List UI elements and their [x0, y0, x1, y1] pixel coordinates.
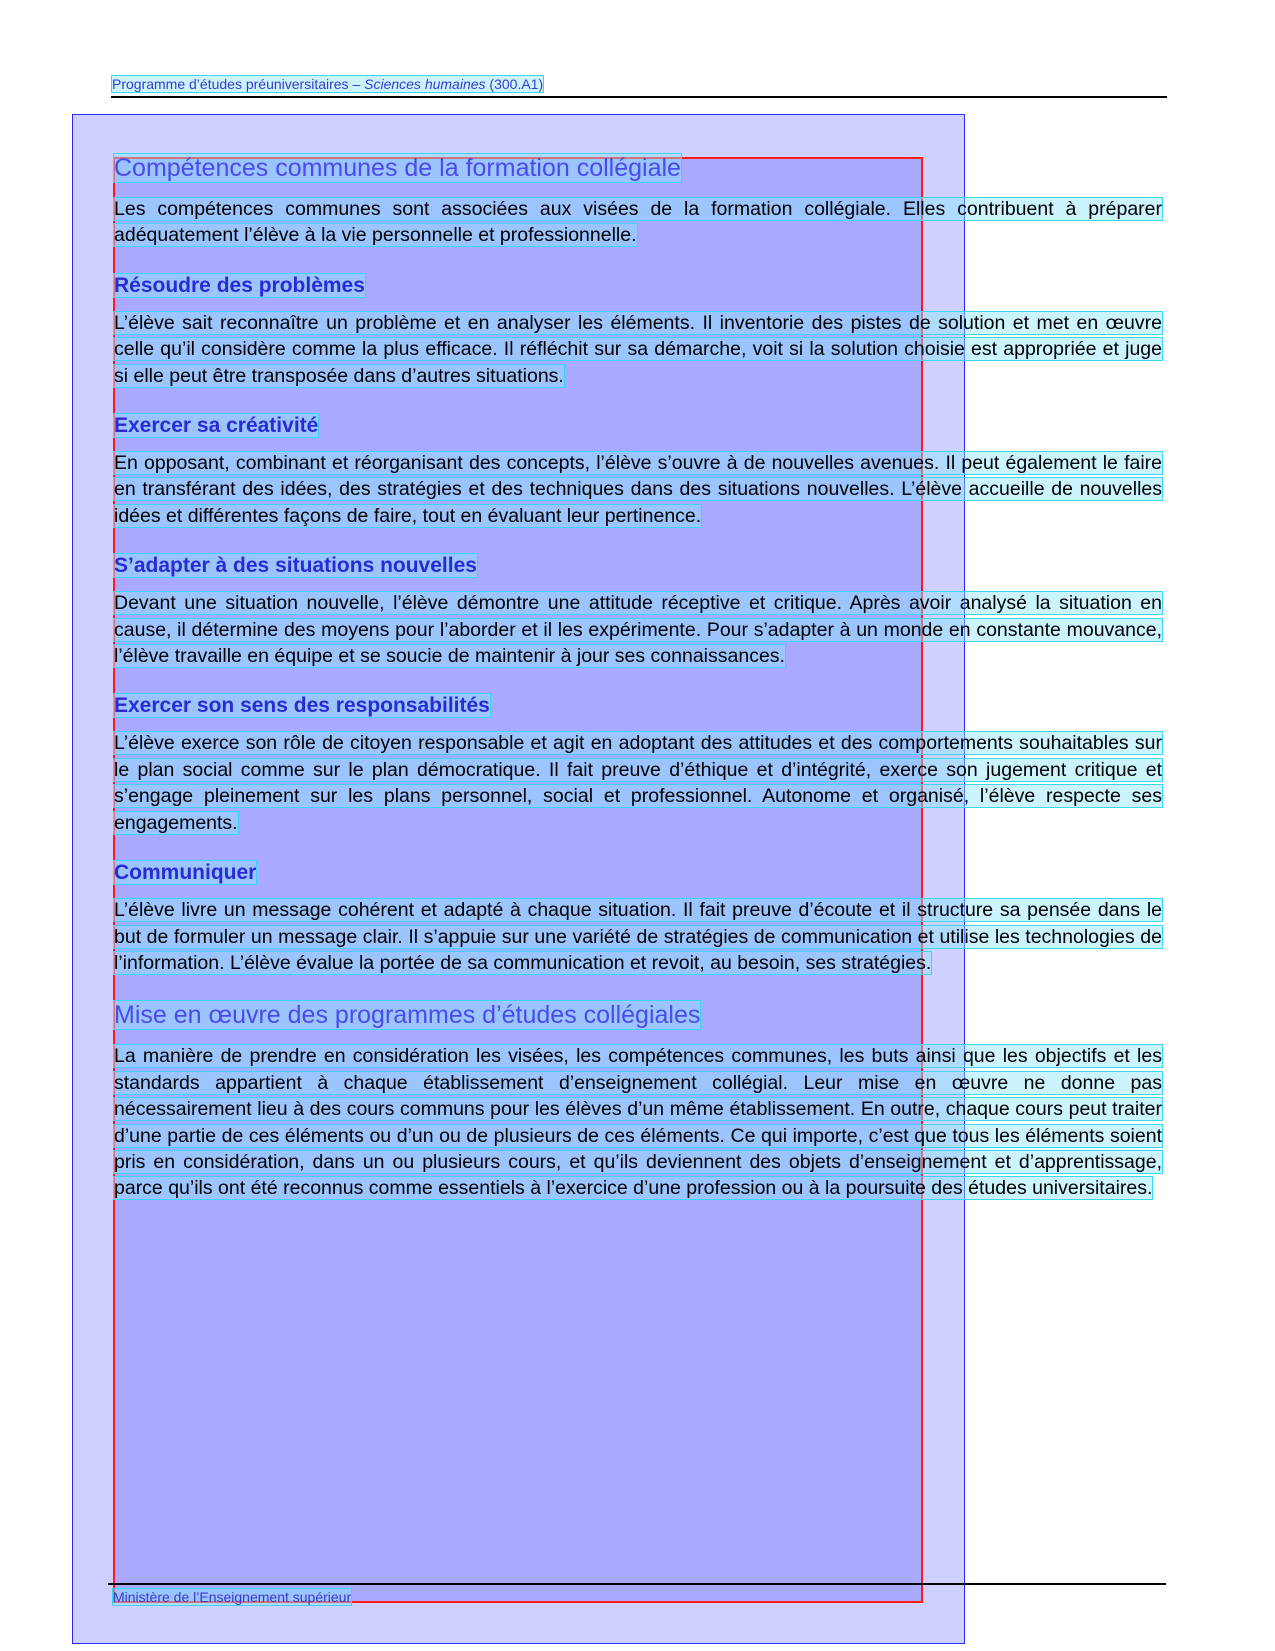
- subsection-title-adapter: S’adapter à des situations nouvelles: [114, 554, 477, 578]
- page-footer: Ministère de l’Enseignement supérieur: [113, 1589, 352, 1605]
- header-rule: [111, 96, 1167, 98]
- section-intro-paragraph: Les compétences communes sont associées aux visées de la formation collégiale. Elles contribuent à préparer adéquatement l’élève à la vie personnelle et professionnelle.: [114, 198, 1162, 247]
- paragraph-communiquer: L’élève livre un message cohérent et adapté à chaque situation. Il fait preuve d’écoute et il structure sa pensée dans le but de formuler un message clair. Il s’appuie sur une variété de stratégies de communication et utilise les technologies de l’information. L’élève évalue la portée de sa communication et revoit, au besoin, ses stratégies.: [114, 899, 1162, 974]
- paragraph-mise-en-oeuvre: La manière de prendre en considération les visées, les compétences communes, les buts ainsi que les objectifs et les standards appartient à chaque établissement d’enseignement collégial. Leur mise en œuvre ne donne pas nécessairement lieu à des cours communs pour les élèves d’un même établissement. En outre, chaque cours peut traiter d’une partie de ces éléments ou d’un ou de plusieurs de ces éléments. Ce qui importe, c’est que tous les éléments soient pris en considération, dans un ou plusieurs cours, et qu’ils deviennent des objets d’enseignement et d’apprentissage, parce qu’ils ont été reconnus comme essentiels à l’exercice d’une profession ou à la poursuite des études universitaires.: [114, 1045, 1162, 1200]
- page-content: [114, 152, 1162, 1225]
- subsection-title-responsabilites: Exercer son sens des responsabilités: [114, 694, 490, 718]
- section-title-competences: Compétences communes de la formation collégiale: [114, 154, 681, 182]
- page-header: [112, 76, 543, 92]
- section-title-mise-en-oeuvre: Mise en œuvre des programmes d’études collégiales: [114, 1001, 701, 1030]
- header-program-name: Sciences humaines: [364, 76, 486, 92]
- paragraph-adapter: Devant une situation nouvelle, l’élève démontre une attitude réceptive et critique. Après avoir analysé la situation en cause, il détermine des moyens pour l’aborder et il les expérimente. Pour s’adapter à un monde en constante mouvance, l’élève travaille en équipe et se soucie de maintenir à jour ses connaissances.: [114, 592, 1162, 668]
- paragraph-resoudre: L’élève sait reconnaître un problème et en analyser les éléments. Il inventorie des pistes de solution et met en œuvre celle qu’il considère comme la plus efficace. Il réfléchit sur sa démarche, voit si la solution choisie est appropriée et juge si elle peut être transposée dans d’autres situations.: [114, 311, 1162, 387]
- subsection-title-resoudre: Résoudre des problèmes: [114, 273, 365, 297]
- paragraph-responsabilites: L’élève exerce son rôle de citoyen responsable et agit en adoptant des attitudes et des comportements souhaitables sur le plan social comme sur le plan démocratique. Il fait preuve d’éthique et d’intégrité, exerce son jugement critique et s’engage pleinement sur les plans personnel, social et professionnel. Autonome et organisé, l’élève respecte ses engagements.: [114, 732, 1162, 834]
- footer-rule: [108, 1583, 1166, 1585]
- subsection-title-communiquer: Communiquer: [114, 861, 257, 885]
- header-prefix: Programme d’études préuniversitaires –: [112, 76, 365, 92]
- subsection-title-creativite: Exercer sa créativité: [114, 414, 319, 438]
- paragraph-creativite: En opposant, combinant et réorganisant des concepts, l’élève s’ouvre à de nouvelles avenues. Il peut également le faire en transférant des idées, des stratégies et des techniques dans des situations nouvelles. L’élève accueille de nouvelles idées et différentes façons de faire, tout en évaluant leur pertinence.: [114, 452, 1162, 527]
- header-suffix: (300.A1): [485, 76, 544, 92]
